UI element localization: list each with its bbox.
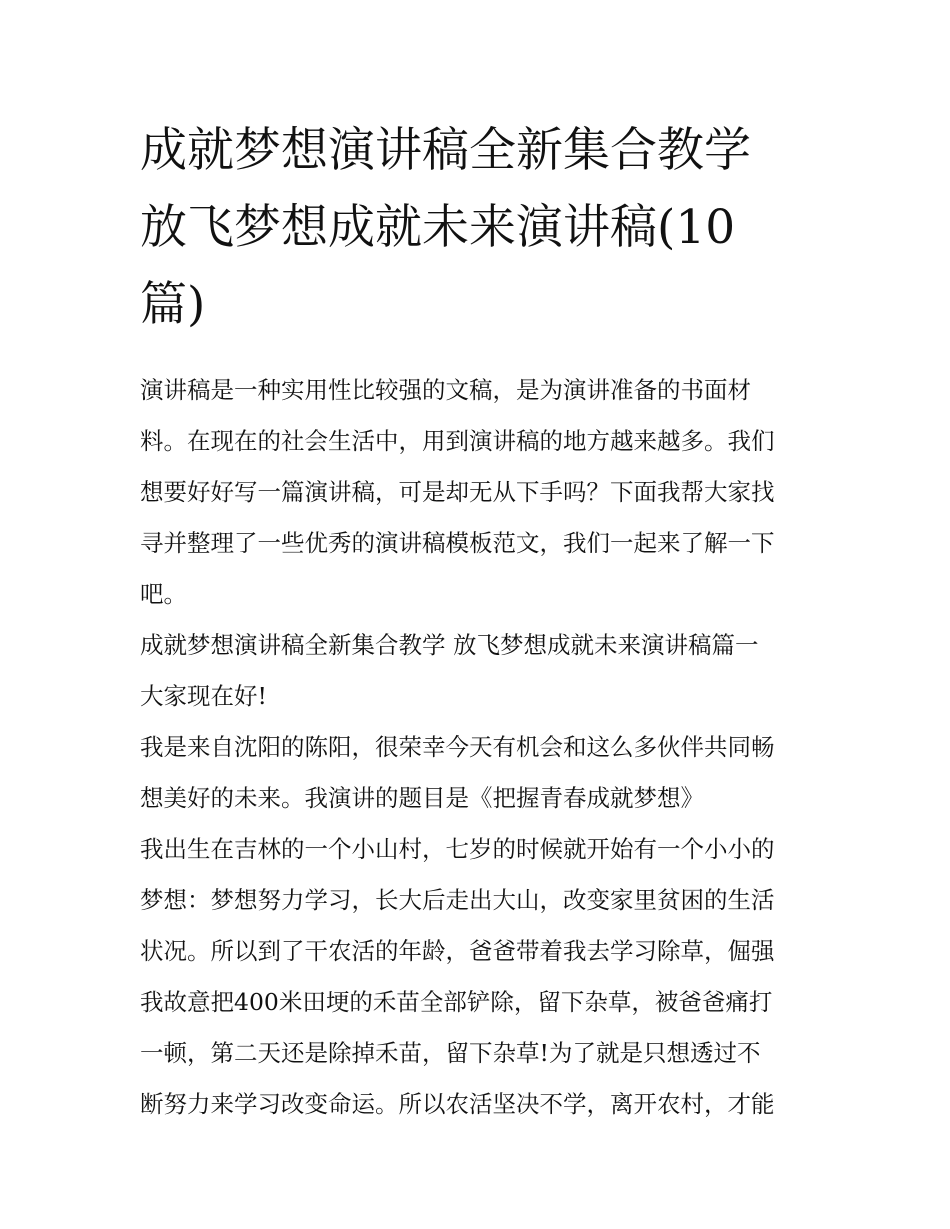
- document-title: [140, 112, 812, 343]
- body-line: 我出生在吉林的一个小山村，七岁的时候就开始有一个小小的: [140, 835, 775, 863]
- document-content: [140, 112, 812, 1130]
- title-line: 篇): [140, 277, 206, 332]
- body-line: 一顿，第二天还是除掉禾苗，留下杂草!为了就是只想透过不: [140, 1039, 761, 1067]
- body-line: 状况。所以到了干农活的年龄，爸爸带着我去学习除草，倔强: [140, 937, 775, 965]
- title-line: 放飞梦想成就未来演讲稿(10: [140, 200, 736, 255]
- body-line: 寻并整理了一些优秀的演讲稿模板范文，我们一起来了解一下: [140, 529, 775, 557]
- body-line: 演讲稿是一种实用性比较强的文稿，是为演讲准备的书面材: [140, 376, 751, 404]
- body-line: 想要好好写一篇演讲稿，可是却无从下手吗？下面我帮大家找: [140, 478, 775, 506]
- body-line: 梦想：梦想努力学习，长大后走出大山，改变家里贫困的生活: [140, 886, 775, 914]
- body-line: 断努力来学习改变命运。所以农活坚决不学，离开农村，才能: [140, 1090, 775, 1118]
- title-line: 成就梦想演讲稿全新集合教学: [140, 123, 751, 178]
- body-line: 成就梦想演讲稿全新集合教学 放飞梦想成就未来演讲稿篇一: [140, 631, 759, 659]
- body-line: 我故意把400米田埂的禾苗全部铲除，留下杂草，被爸爸痛打: [140, 988, 773, 1016]
- body-line: 吧。: [140, 580, 187, 608]
- body-line: 我是来自沈阳的陈阳，很荣幸今天有机会和这么多伙伴共同畅: [140, 733, 775, 761]
- body-line: 料。在现在的社会生活中，用到演讲稿的地方越来越多。我们: [140, 427, 775, 455]
- body-line: 想美好的未来。我演讲的题目是《把握青春成就梦想》: [140, 784, 704, 812]
- body-line: 大家现在好!: [140, 682, 267, 710]
- document-body: [140, 365, 812, 1130]
